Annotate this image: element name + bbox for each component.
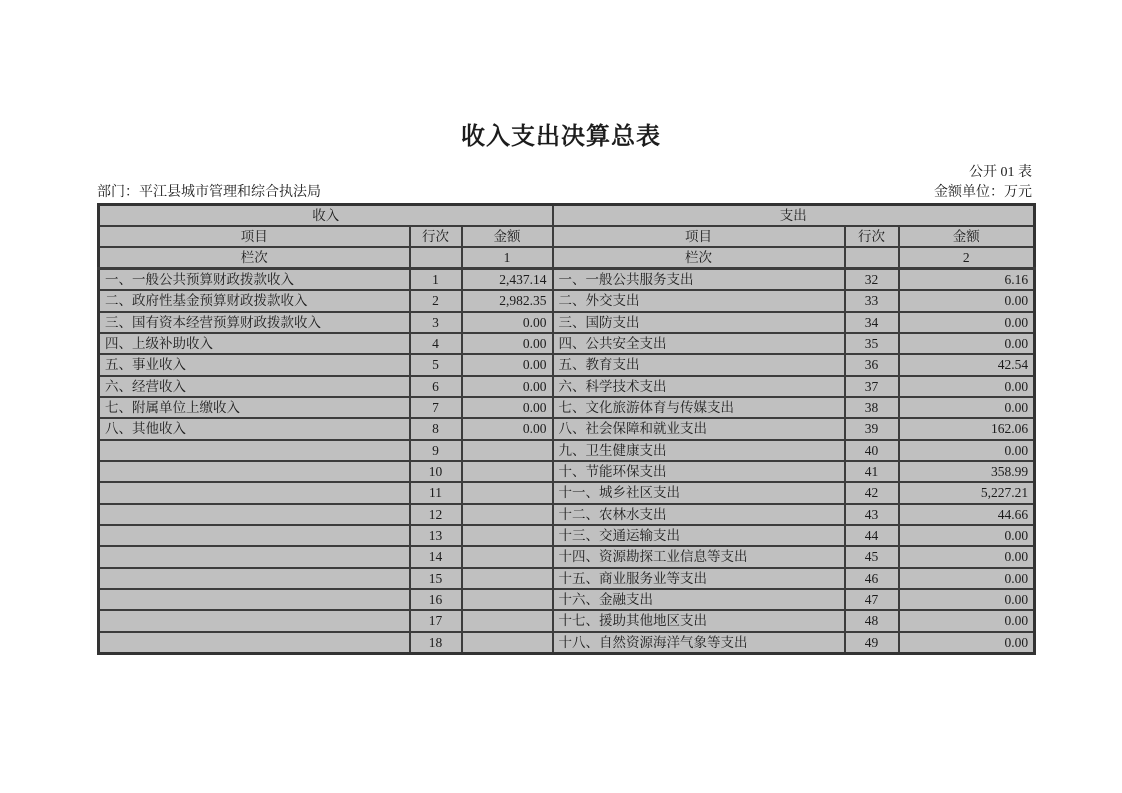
expense-amount-cell: 42.54 xyxy=(899,354,1035,375)
expense-line-cell: 45 xyxy=(845,546,899,567)
expense-amount-cell: 0.00 xyxy=(899,290,1035,311)
expense-item-header: 项目 xyxy=(553,226,845,247)
table-row xyxy=(99,568,1035,589)
income-amount-cell: 0.00 xyxy=(462,312,553,333)
table-row xyxy=(99,418,1035,439)
expenditure-group-header: 支出 xyxy=(553,205,1035,227)
table-row xyxy=(99,354,1035,375)
table-row xyxy=(99,504,1035,525)
table-row xyxy=(99,333,1035,354)
expense-line-cell: 38 xyxy=(845,397,899,418)
income-amount-cell: 2,437.14 xyxy=(462,269,553,291)
table-row xyxy=(99,376,1035,397)
table-row xyxy=(99,312,1035,333)
expense-amount-cell: 0.00 xyxy=(899,440,1035,461)
income-amount-cell xyxy=(462,525,553,546)
expense-line-cell: 47 xyxy=(845,589,899,610)
expense-amount-cell: 0.00 xyxy=(899,312,1035,333)
expense-item-cell: 八、社会保障和就业支出 xyxy=(553,418,845,439)
expense-item-cell: 四、公共安全支出 xyxy=(553,333,845,354)
table-code-label: 公开 01 表 xyxy=(969,165,1032,180)
expense-line-cell: 36 xyxy=(845,354,899,375)
income-amount-cell: 0.00 xyxy=(462,376,553,397)
income-column-number: 1 xyxy=(462,247,553,269)
income-item-cell: 二、政府性基金预算财政拨款收入 xyxy=(99,290,410,311)
income-line-cell: 5 xyxy=(410,354,462,375)
income-item-cell: 五、事业收入 xyxy=(99,354,410,375)
expense-line-cell: 46 xyxy=(845,568,899,589)
income-item-cell xyxy=(99,610,410,631)
expense-item-cell: 六、科学技术支出 xyxy=(553,376,845,397)
income-lanci-line-blank xyxy=(410,247,462,269)
income-lanci-label: 栏次 xyxy=(99,247,410,269)
expense-lanci-line-blank xyxy=(845,247,899,269)
income-line-cell: 12 xyxy=(410,504,462,525)
income-group-header: 收入 xyxy=(99,205,553,227)
income-item-cell xyxy=(99,568,410,589)
table-row xyxy=(99,546,1035,567)
expense-item-cell: 二、外交支出 xyxy=(553,290,845,311)
income-line-cell: 1 xyxy=(410,269,462,291)
income-item-cell xyxy=(99,546,410,567)
income-item-cell xyxy=(99,632,410,654)
income-amount-cell xyxy=(462,610,553,631)
income-amount-header: 金额 xyxy=(462,226,553,247)
expense-item-cell: 九、卫生健康支出 xyxy=(553,440,845,461)
table-row xyxy=(99,632,1035,654)
income-item-cell: 八、其他收入 xyxy=(99,418,410,439)
table-row xyxy=(99,482,1035,503)
income-item-header: 项目 xyxy=(99,226,410,247)
unit-label: 金额单位：万元 xyxy=(934,185,1032,200)
expense-amount-cell: 0.00 xyxy=(899,589,1035,610)
expense-item-cell: 十三、交通运输支出 xyxy=(553,525,845,546)
budget-summary-table xyxy=(97,203,1036,655)
expense-item-cell: 十七、援助其他地区支出 xyxy=(553,610,845,631)
income-item-cell: 三、国有资本经营预算财政拨款收入 xyxy=(99,312,410,333)
table-row xyxy=(99,290,1035,311)
income-amount-cell: 0.00 xyxy=(462,397,553,418)
expense-amount-cell: 358.99 xyxy=(899,461,1035,482)
income-amount-cell xyxy=(462,568,553,589)
income-item-cell: 一、一般公共预算财政拨款收入 xyxy=(99,269,410,291)
expense-amount-cell: 0.00 xyxy=(899,632,1035,654)
lanci-row xyxy=(99,247,1035,269)
expense-amount-cell: 5,227.21 xyxy=(899,482,1035,503)
expense-line-cell: 32 xyxy=(845,269,899,291)
income-amount-cell xyxy=(462,632,553,654)
income-amount-cell xyxy=(462,546,553,567)
expense-amount-cell: 0.00 xyxy=(899,333,1035,354)
income-line-cell: 3 xyxy=(410,312,462,333)
expense-line-cell: 39 xyxy=(845,418,899,439)
expense-line-cell: 41 xyxy=(845,461,899,482)
expense-item-cell: 十六、金融支出 xyxy=(553,589,845,610)
income-item-cell xyxy=(99,440,410,461)
income-line-cell: 17 xyxy=(410,610,462,631)
income-amount-cell: 0.00 xyxy=(462,418,553,439)
income-line-cell: 8 xyxy=(410,418,462,439)
income-amount-cell xyxy=(462,461,553,482)
table-row xyxy=(99,525,1035,546)
income-item-cell xyxy=(99,525,410,546)
expense-line-cell: 43 xyxy=(845,504,899,525)
expense-item-cell: 五、教育支出 xyxy=(553,354,845,375)
expense-amount-cell: 0.00 xyxy=(899,568,1035,589)
table-row xyxy=(99,440,1035,461)
income-item-cell xyxy=(99,461,410,482)
expense-item-cell: 十四、资源勘探工业信息等支出 xyxy=(553,546,845,567)
income-item-cell: 七、附属单位上缴收入 xyxy=(99,397,410,418)
expense-item-cell: 七、文化旅游体育与传媒支出 xyxy=(553,397,845,418)
expense-item-cell: 十二、农林水支出 xyxy=(553,504,845,525)
income-line-cell: 15 xyxy=(410,568,462,589)
expense-amount-cell: 0.00 xyxy=(899,610,1035,631)
expense-item-cell: 一、一般公共服务支出 xyxy=(553,269,845,291)
expense-lanci-label: 栏次 xyxy=(553,247,845,269)
income-line-cell: 18 xyxy=(410,632,462,654)
expense-amount-cell: 0.00 xyxy=(899,546,1035,567)
income-line-cell: 11 xyxy=(410,482,462,503)
income-amount-cell xyxy=(462,589,553,610)
income-amount-cell: 0.00 xyxy=(462,333,553,354)
income-item-cell xyxy=(99,482,410,503)
expense-item-cell: 十八、自然资源海洋气象等支出 xyxy=(553,632,845,654)
table-row xyxy=(99,461,1035,482)
expense-column-number: 2 xyxy=(899,247,1035,269)
expense-line-cell: 34 xyxy=(845,312,899,333)
income-amount-cell: 0.00 xyxy=(462,354,553,375)
meta-line xyxy=(97,181,1032,201)
department-label: 部门：平江县城市管理和综合执法局 xyxy=(97,185,321,200)
expense-line-cell: 33 xyxy=(845,290,899,311)
expense-amount-cell: 44.66 xyxy=(899,504,1035,525)
expense-amount-cell: 0.00 xyxy=(899,376,1035,397)
expense-line-header: 行次 xyxy=(845,226,899,247)
income-amount-cell xyxy=(462,482,553,503)
income-item-cell: 四、上级补助收入 xyxy=(99,333,410,354)
expense-line-cell: 49 xyxy=(845,632,899,654)
expense-amount-cell: 6.16 xyxy=(899,269,1035,291)
income-line-cell: 4 xyxy=(410,333,462,354)
page-title: 收入支出决算总表 xyxy=(461,124,661,150)
income-amount-cell: 2,982.35 xyxy=(462,290,553,311)
income-item-cell xyxy=(99,504,410,525)
expense-line-cell: 48 xyxy=(845,610,899,631)
expense-line-cell: 40 xyxy=(845,440,899,461)
income-line-cell: 2 xyxy=(410,290,462,311)
expense-amount-cell: 0.00 xyxy=(899,397,1035,418)
expense-line-cell: 37 xyxy=(845,376,899,397)
expense-line-cell: 42 xyxy=(845,482,899,503)
income-line-cell: 13 xyxy=(410,525,462,546)
expense-item-cell: 三、国防支出 xyxy=(553,312,845,333)
expense-amount-cell: 162.06 xyxy=(899,418,1035,439)
expense-line-cell: 35 xyxy=(845,333,899,354)
expense-item-cell: 十五、商业服务业等支出 xyxy=(553,568,845,589)
column-header-row xyxy=(99,226,1035,247)
expense-amount-cell: 0.00 xyxy=(899,525,1035,546)
income-line-cell: 10 xyxy=(410,461,462,482)
income-item-cell: 六、经营收入 xyxy=(99,376,410,397)
table-row xyxy=(99,397,1035,418)
expense-amount-header: 金额 xyxy=(899,226,1035,247)
group-header-row xyxy=(99,205,1035,227)
income-line-cell: 9 xyxy=(410,440,462,461)
income-amount-cell xyxy=(462,440,553,461)
income-line-cell: 7 xyxy=(410,397,462,418)
income-line-cell: 16 xyxy=(410,589,462,610)
income-line-cell: 6 xyxy=(410,376,462,397)
income-amount-cell xyxy=(462,504,553,525)
income-line-cell: 14 xyxy=(410,546,462,567)
expense-line-cell: 44 xyxy=(845,525,899,546)
expense-item-cell: 十、节能环保支出 xyxy=(553,461,845,482)
table-row xyxy=(99,269,1035,291)
income-item-cell xyxy=(99,589,410,610)
income-line-header: 行次 xyxy=(410,226,462,247)
table-row xyxy=(99,610,1035,631)
table-row xyxy=(99,589,1035,610)
expense-item-cell: 十一、城乡社区支出 xyxy=(553,482,845,503)
